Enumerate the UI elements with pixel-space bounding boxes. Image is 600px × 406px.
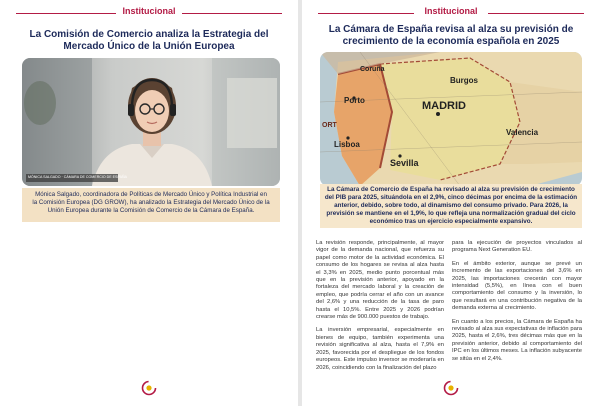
camara-logo-icon [141,380,157,396]
section-header [0,6,298,20]
article-title: La Comisión de Comercio analiza la Estrategia del Mercado Único de la Unión Europea [29,29,269,52]
map-label-burgos: Burgos [450,76,478,85]
paragraph: En el ámbito exterior, aunque se prevé un incremento de las exportaciones del 3,6% en 2025, las importaciones crecerán con mayor intensidad (5,5%), en línea con el buen comportamiento del consumo y la inversión, lo que resultará en una contribución negativa de la demanda externa al crecimiento. [452,260,582,312]
photo-overlay-text: MÓNICA SALGADO · CÁMARA DE COMERCIO DE ESPAÑA [28,175,127,179]
map-label-madrid: MADRID [422,100,466,112]
camara-logo-icon [443,380,459,396]
iberia-map-photo [320,52,582,186]
speaker-photo [22,58,280,186]
paragraph: La inversión empresarial, especialmente en bienes de equipo, también experimenta una revisión significativa al alza, hasta el 7,9% en 2025, favorecida por el despliegue de los fondos europeos. Este impulso inversor se moderaría en 2026, coincidiendo con la finalización del plazo [316,327,444,371]
right-page [302,0,600,406]
header-rule-right [488,13,584,14]
text-column-1 [316,240,444,378]
map-label-lisboa: Lisboa [334,140,360,149]
map-label-valencia: Valencia [506,128,539,137]
header-rule-left [318,13,414,14]
section-label: Institucional [418,6,483,16]
header-rule-right [182,13,282,14]
section-label: Institucional [116,6,181,16]
map-label-coruna: Coruña [360,66,385,73]
lead-text: La Cámara de Comercio de España ha revisado al alza su previsión de crecimiento del PIB para 2025, situándola en el 2,9%, cinco décimas por encima de la estimación anterior, debido, sobre todo, al dinamismo del consumo privado. Para 2026, la previsión se mantiene en el 1,9%, lo que refleja una normalización gradual del ciclo económico tras un ejercicio especialmente expansivo. [324,186,578,225]
map-label-portugal: ORT [322,122,337,129]
photo-caption: Mónica Salgado, coordinadora de Políticas de Mercado Único y Política Industrial en la Comisión Europea (DG GROW), ha analizado la Estrategia del Mercado Único de la Unión Europea durante la Comisión de Comercio de la Cámara de España. [32,191,270,214]
left-page [0,0,298,406]
paragraph: En cuanto a los precios, la Cámara de España ha revisado al alza sus expectativas de inflación para 2025, hasta el 2,6%, tres décimas más que en la previsión anterior, debido al comportamiento del IPC en los últimos meses. La inflación subyacente se sitúa en el 2,4%. [452,318,582,362]
article-title: La Cámara de España revisa al alza su previsión de crecimiento de la economía española en 2025 [328,24,574,47]
header-rule-left [16,13,116,14]
paragraph: para la ejecución de proyectos vinculados al programa Next Generation EU. [452,240,582,254]
paragraph: La revisión responde, principalmente, al mayor vigor de la demanda nacional, que refuerza su papel como motor de la actividad económica. El consumo de los hogares se revisa al alza hasta el 3,3% en 2025, medio punto porcentual más que en la previsión anterior, apoyado en la fortaleza del mercado laboral y la creación de empleo, que podría cerrar el año con un avance del 2,6% y una reducción de la tasa de paro hasta el 10,5%. Entre 2025 y 2026 podrían crearse más de 900.000 puestos de trabajo. [316,240,444,321]
section-header [302,6,600,20]
text-column-2 [452,240,582,369]
map-label-porto: Porto [344,96,365,105]
map-label-sevilla: Sevilla [390,158,419,168]
